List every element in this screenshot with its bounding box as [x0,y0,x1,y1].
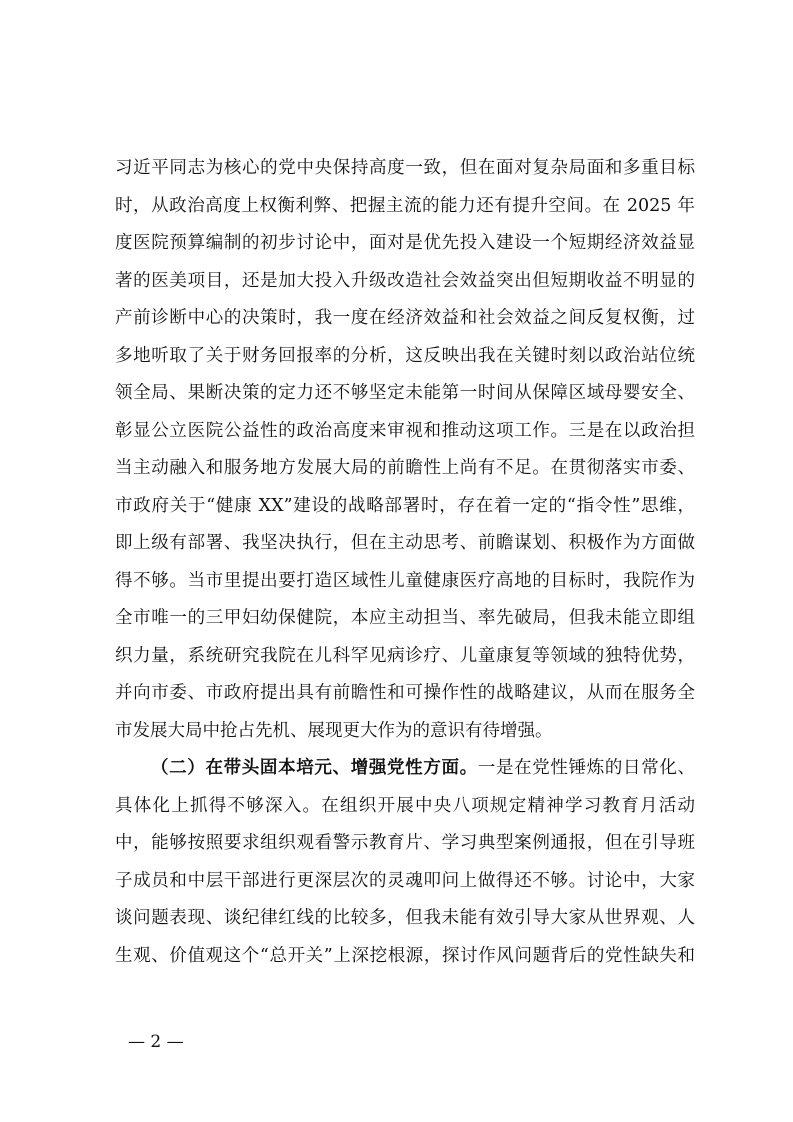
body-text [115,150,695,975]
text-line: 彰显公立医院公益性的政治高度来审视和推动这项工作。三是在以政治担 [115,420,695,441]
text-line: 生观、价值观这个“总开关”上深挖根源，探讨作风问题背后的党性缺失和 [115,945,695,966]
section-heading-rest: 一是在党性锤炼的日常化、 [477,758,695,778]
text-line: 谈问题表现、谈纪律红线的比较多，但我未能有效引导大家从世界观、人 [115,908,695,928]
text-line: 著的医美项目，还是加大投入升级改造社会效益突出但短期收益不明显的 [115,270,695,291]
text-line: 领全局、果断决策的定力还不够坚定未能第一时间从保障区域母婴安全、 [115,383,695,403]
text-line: 具体化上抓得不够深入。在组织开展中央八项规定精神学习教育月活动 [115,795,695,816]
text-line: 织力量，系统研究我院在儿科罕见病诊疗、儿童康复等领域的独特优势， [115,645,695,666]
text-line: 时，从政治高度上权衡利弊、把握主流的能力还有提升空间。在 2025 年 [115,195,695,216]
page-number: — 2 — [128,1032,184,1052]
text-line: 市发展大局中抢占先机、展现更大作为的意识有待增强。 [115,720,553,741]
text-line: 全市唯一的三甲妇幼保健院，本应主动担当、率先破局，但我未能立即组 [115,608,695,628]
text-line: 度医院预算编制的初步讨论中，面对是优先投入建设一个短期经济效益显 [115,233,695,253]
text-line: 习近平同志为核心的党中央保持高度一致，但在面对复杂局面和多重目标 [115,158,695,178]
text-line: 多地听取了关于财务回报率的分析，这反映出我在关键时刻以政治站位统 [115,345,695,366]
text-line: 当主动融入和服务地方发展大局的前瞻性上尚有不足。在贯彻落实市委、 [115,458,695,478]
text-line: 并向市委、市政府提出具有前瞻性和可操作性的战略建议，从而在服务全 [115,683,695,703]
text-line: 中，能够按照要求组织观看警示教育片、学习典型案例通报，但在引导班 [115,833,695,853]
text-line: 得不够。当市里提出要打造区域性儿童健康医疗高地的目标时，我院作为 [115,570,695,591]
section-heading: （二）在带头固本培元、增强党性方面。 [151,758,478,778]
text-line: 即上级有部署、我坚决执行，但在主动思考、前瞻谋划、积极作为方面做 [115,533,695,553]
text-line: 市政府关于“健康 XX”建设的战略部署时，存在着一定的“指令性”思维， [115,495,695,516]
text-line: 子成员和中层干部进行更深层次的灵魂叩问上做得还不够。讨论中，大家 [115,870,695,891]
text-line: 产前诊断中心的决策时，我一度在经济效益和社会效益之间反复权衡，过 [115,308,695,328]
section-heading-line [115,750,695,788]
